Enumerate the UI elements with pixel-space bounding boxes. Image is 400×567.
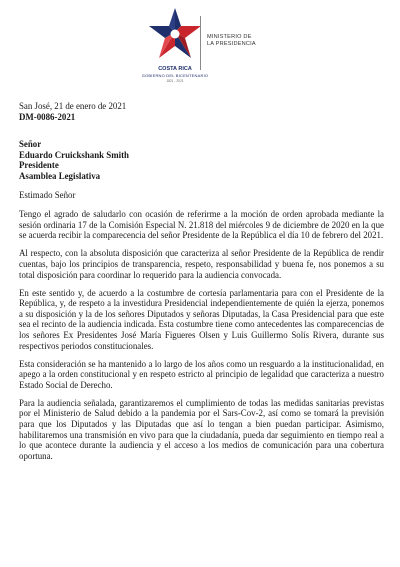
recipient-block [19,139,384,181]
country-name: COSTA RICA [158,66,192,72]
paragraph-5: Para la audiencia señalada, garantizaremos el cumplimiento de todas las medidas sanitarias previstas por el Ministerio de Salud debido a la pandemia por el Sars-Cov-2, así como se tomará la previsión para que los Diputados y las Diputadas que así lo tengan a bien puedan participar. Asimismo, habilitaremos una transmisión en vivo para que la ciudadanía, pueda dar seguimiento en tiempo real a lo que acontece durante la audiencia y el acceso a los medios de comunicación para una cobertura oportuna. [19,397,384,461]
ministry-line-1: MINISTERIO DE [207,34,252,40]
bicentennial-years: 1821 - 2021 [166,79,184,83]
recipient-title: Señor [19,139,42,150]
recipient-organization: Asamblea Legislativa [19,170,101,181]
paragraph-2: Al respecto, con la absoluta disposición que caracteriza al señor Presidente de la República de rendir cuentas, bajo los principios de transparencia, respeto, responsabilidad y buena fe, nos ponemos a su total disposición para coordinar lo requerido para la audiencia convocada. [19,248,384,280]
recipient-name: Eduardo Cruickshank Smith [19,149,129,160]
government-label: GOBIERNO DEL BICENTENARIO [141,73,209,78]
document-reference: DM-0086-2021 [19,111,76,122]
letterhead [0,0,400,100]
letter-body [19,101,384,469]
ministry-name [207,34,256,48]
paragraph-1: Tengo el agrado de saludarlo con ocasión de referirme a la moción de orden aprobada mediante la sesión ordinaria 17 de la Comisión Especial N. 21.818 del miércoles 9 de diciembre de 2020 en la que se acuerda recibir la comparecencia del señor Presidente de la República el día 10 de febrero del 2021. [19,209,384,241]
letterhead-divider [200,16,201,70]
paragraph-3: En este sentido y, de acuerdo a la costumbre de cortesía parlamentaria para con el Presidente de la República, y, de respeto a la investidura Presidencial independientemente de quién la ejerza, ponemos a su disposición y la de los señores Diputados y señoras Diputadas, la Casa Presidencial para que este sea el recinto de la audiencia indicada. Esta costumbre tiene como antecedentes las comparecencias de los señores Ex Presidentes José María Figueres Olsen y Luis Guillermo Solís Rivera, durante sus respectivos periodos constitucionales. [19,287,384,351]
letter-date: San José, 21 de enero de 2021 [19,101,127,111]
recipient-position: Presidente [19,160,59,171]
greeting: Estimado Señor [19,190,76,201]
ministry-line-2: LA PRESIDENCIA [207,41,256,47]
costa-rica-star-logo [145,6,205,64]
paragraph-4: Esta consideración se ha mantenido a lo largo de los años como un resguardo a la institucionalidad, en apego a la orden constitucional y en respeto estricto al principio de legalidad que caracteriza a nuestro Estado Social de Derecho. [19,358,384,390]
